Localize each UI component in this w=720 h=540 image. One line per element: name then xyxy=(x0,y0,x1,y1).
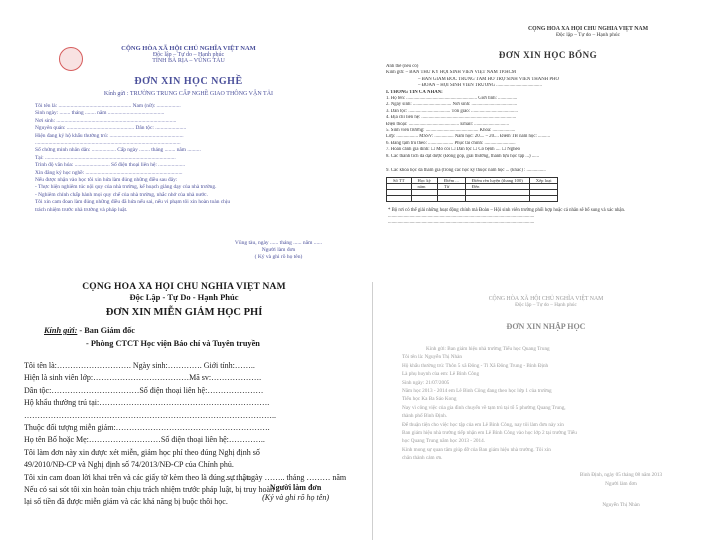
doc3-recipient xyxy=(0,324,368,350)
form-line: Xin đăng ký học nghề: ........................................................................ xyxy=(35,169,183,176)
form-line: Sinh ngày: 21/07/2005 xyxy=(402,379,450,386)
form-line: Nếu được nhận vào học tôi xin hứa làm đúng những điều sau đây: xyxy=(35,177,178,184)
doc2-photo-note: Ảnh thẻ (nếu có) xyxy=(386,64,419,69)
form-line: Để thuận tiện cho việc học tập của em Lê Bình Công, nay tôi làm đơn này xin xyxy=(402,421,564,428)
doc3-national-header: CỘNG HÒA XÃ HỘI CHỦ NGHĨA VIỆT NAM xyxy=(82,282,286,292)
form-line: .......................................................................................................................... xyxy=(388,220,535,226)
doc3-sign-note: (Ký và ghi rõ họ tên) xyxy=(262,493,329,502)
form-line: Nếu có sai sót tôi xin hoàn toàn chịu trách nhiệm trước pháp luật, bị truy hoàn xyxy=(24,485,275,495)
form-line: Hiện là sinh viên lớp:………………………………Mã sv:………………. xyxy=(24,373,262,383)
form-line: 4. Địa chỉ liên hệ: ............................................................................... xyxy=(386,115,517,121)
doc2-grades-table xyxy=(386,177,558,202)
form-line: Tôi xin cam đoan lời khai trên và các giấy tờ kèm theo là đúng sự thật. xyxy=(24,472,251,482)
doc1-motto: Độc lập – Tự do – Hạnh phúc xyxy=(152,52,225,58)
form-line: Tôi xin cam đoan làm đúng những điều đã hứa nếu sai, nếu vi phạm tôi xin hoàn toàn chịu xyxy=(35,199,231,206)
form-line: Tôi làm đơn này xin được xét miễn, giảm học phí theo đúng Nghị định số xyxy=(24,447,260,457)
form-line: .......................................................................................................................... xyxy=(388,213,535,219)
doc3-motto: Độc Lập - Tự Do - Hạnh Phúc xyxy=(129,292,239,302)
doc1-recipient: Kính gửi : TRƯỜNG TRUNG CẤP NGHỀ GIAO THÔNG VẬN TẢI xyxy=(103,91,274,97)
form-line: Họ tên Bố hoặc Mẹ:………………………Số điện thoại liên hệ:………….. xyxy=(24,435,265,445)
table-header-cell: Học kỳ xyxy=(411,177,437,183)
doc2-motto: Độc lập – Tự do – Hạnh phúc xyxy=(555,32,621,38)
form-line: 2. Ngày sinh: ................................ Nơi sinh: ...................................... xyxy=(386,102,518,108)
doc2-header xyxy=(376,26,720,38)
doc4-motto: Độc lập – Tự do – Hạnh phúc xyxy=(515,302,577,308)
doc1-national-header: CỘNG HÒA XÃ HỘI CHỦ NGHĨA VIỆT NAM xyxy=(121,45,256,52)
table-row xyxy=(387,195,558,201)
doc4-signer: Người làm đơn xyxy=(605,480,637,487)
doc4-body xyxy=(372,331,720,463)
doc4-signer-name: Nguyễn Thị Nhàn xyxy=(602,501,640,508)
doc1-body xyxy=(25,97,352,214)
doc1-signature-block xyxy=(235,240,322,261)
form-line: Nơi sinh: ......................................................................................... xyxy=(35,117,177,124)
form-line: 5. Sinh viên trường: ............................................ Khoa: ................... xyxy=(386,128,516,134)
doc4-title: ĐƠN XIN NHẬP HỌC xyxy=(506,322,586,331)
form-line: học Quang Trung năm học 2013 - 2014. xyxy=(402,438,485,445)
form-line: Lớp: .................. MSSV: ................ Năm học: 20.... – 20.... Điểm TB năm học: .......... xyxy=(386,134,550,140)
form-line: 6. Đang tạm trú theo: ..................... Phục tài chính: .......................... xyxy=(386,140,516,146)
form-line: Tại: ................................................................................................. xyxy=(35,154,176,161)
doc3-date-line: ……., ngày …….. tháng ……… năm xyxy=(225,473,347,482)
form-line: Tôi tên là: Nguyễn Thị Nhàn xyxy=(402,354,462,361)
doc4-date-line: Bình Định, ngày 05 tháng 08 năm 2013 xyxy=(579,471,663,478)
tuition-exemption-application-form xyxy=(0,282,368,540)
vocational-application-form xyxy=(25,35,352,285)
form-line: Kính gửi: – BAN THƯ KÝ HỘI SINH VIÊN VIỆT NAM TP.HCM xyxy=(386,70,517,76)
doc1-sign-note: ( Ký và ghi rõ họ tên) xyxy=(254,254,303,260)
form-line: Nay vì công việc của gia đình chuyển về tạm trú tại tổ 5 phường Quang Trung, xyxy=(402,404,566,411)
form-line: 7. Hoàn cảnh gia đình: ☐ Mồ côi ☐ Dân tộc ☐ Có bệnh .... ☐ Nghèo xyxy=(386,147,521,153)
form-line: – ĐOÀN – HỘI SINH VIÊN TRƯỜNG ...................................... xyxy=(418,83,542,89)
form-line: Tôi tên là: ...................................................... Nam (nữ): .................. xyxy=(35,103,181,109)
doc3-signature-block xyxy=(165,473,346,503)
doc4-national-header: CỘNG HÒA XÃ HỘI CHỦ NGHĨA VIỆT NAM xyxy=(488,296,604,302)
page-edge xyxy=(372,282,373,540)
table-header-cell: Số TT xyxy=(387,177,412,183)
form-line: Tiểu học Ka Ba Sáo Kong xyxy=(402,396,457,403)
form-line: 49/2010/NĐ-CP và Nghị định số 74/2013/NĐ-CP của Chính phủ. xyxy=(24,460,234,470)
form-line: – BAN GIÁM ĐỐC TRUNG TÂM HỖ TRỢ SINH VIÊN THÀNH PHỐ xyxy=(418,76,559,82)
doc1-province: TỈNH BÀ RỊA – VŨNG TÀU xyxy=(152,58,225,64)
form-line: Số chứng minh nhân dân: .................. Cấp ngày ........ tháng ........ năm .......... xyxy=(35,147,201,154)
scholarship-application-form xyxy=(376,26,720,278)
form-line: Hiện đang ký hộ khẩu thường trú: ....................................................... xyxy=(35,132,184,139)
form-line: Kính mong sự quan tâm giúp đỡ của Ban giám hiệu nhà trường. Tôi xin xyxy=(402,446,551,453)
doc4-signature-block xyxy=(372,471,720,510)
form-line: Sinh ngày: ........ tháng ........ năm .......................................... xyxy=(35,110,165,117)
form-line: 3. Dân tộc: ................................... Tôn giáo: ....................................... xyxy=(386,108,518,114)
form-line: Năm học 2013 - 2014 em Lê Bình Công đang theo học lớp 1 của trường xyxy=(402,388,552,395)
table-header-cell: Điểm rèn luyện (thang 100) xyxy=(465,177,529,183)
form-line: Điện thoại: .......................................... Email: ............................. xyxy=(386,121,509,127)
doc3-signer: Người làm đơn xyxy=(269,483,322,492)
form-line: Dân tộc:……………………………Số điện thoại liên hệ:………………… xyxy=(24,385,264,395)
form-line: 1. Họ tên: ........................................................... Giới tính: ................ xyxy=(386,96,518,102)
table-cell: năm xyxy=(411,183,437,189)
doc3-recipient-1: - Ban Giám đốc xyxy=(77,326,135,335)
doc1-title: ĐƠN XIN HỌC NGHỀ xyxy=(134,76,243,87)
form-line: ............................................................................................................ xyxy=(35,140,181,147)
form-line: - Thực hiện nghiêm túc nội quy của nhà trường, kế hoạch giảng dạy của nhà trường. xyxy=(35,184,217,191)
table-header-cell: Xếp loại xyxy=(529,177,558,183)
form-line: Ban giám hiệu nhà trường tiếp nhận em Lê Bình Công vào học lớp 2 tại trường Tiểu xyxy=(402,430,577,437)
doc2-section-heading: I. THÔNG TIN CÁ NHÂN: xyxy=(386,89,443,95)
form-line: Trình độ văn hóa: .......................... Số điện thoại liên hệ: .................... xyxy=(35,162,186,169)
form-line: - Nghiêm chỉnh chấp hành mọi quy chế của nhà trường, nhắc nhở của nhà nước. xyxy=(35,191,208,198)
table-cell: Từ xyxy=(437,183,465,189)
doc2-national-header: CỘNG HÒA XÃ HỘI CHỦ NGHĨA VIỆT NAM xyxy=(527,26,649,32)
table-cell: Đến xyxy=(465,183,529,189)
form-line: Là phụ huynh của em: Lê Bình Công xyxy=(402,371,480,378)
form-line: Hộ khẩu thường trú: Thôn 5 xã Đông - Tỉ Xã Đông Trung - Bình Định xyxy=(402,362,549,369)
form-line: trách nhiệm trước nhà trường và pháp luật. xyxy=(35,206,128,213)
doc1-signer: Người làm đơn xyxy=(261,247,296,253)
form-line: 8. Các thành tích đã đạt được (Đồng góp, giải thưởng, thành tựu học tập ...) ...... xyxy=(386,153,540,159)
red-stamp-icon xyxy=(59,47,83,71)
doc3-recipient-label: Kính gửi: xyxy=(44,326,78,335)
doc2-footnote: * Bộ rơi có thể giải những hoạt động chính mà Đoàn – Hội sinh viên trường phối hợp hoặc cá nhân sẽ bổ sung và xác nhận. xyxy=(388,207,626,213)
doc3-title: ĐƠN XIN MIỄN GIẢM HỌC PHÍ xyxy=(105,307,263,318)
form-line: Nguyên quán: .................................................. Dân tộc: ....................... xyxy=(35,125,187,132)
doc2-title: ĐƠN XIN HỌC BỔNG xyxy=(498,50,598,60)
admission-application-form xyxy=(372,282,720,540)
form-line: 9. Các khóa học đã tham gia (trong các học kỳ thuộc năm học ... (khác) : ................ xyxy=(386,168,546,174)
doc1-date-line: Vũng tàu, ngày ...... tháng ...... năm ...... xyxy=(234,240,322,246)
form-line: thành phố Bình Định. xyxy=(402,413,447,420)
doc3-recipient-2: - Phòng CTCT Học viện Báo chí và Tuyên truyền xyxy=(86,339,260,348)
form-line: Kính gửi: Ban giám hiệu nhà trường Tiểu học Quang Trung xyxy=(426,346,550,352)
form-line: Tôi tên là:………………………. Ngày sinh:…………. Giới tính:…….. xyxy=(24,361,255,370)
doc2-body xyxy=(376,60,720,175)
table-header-cell: Điểm ... xyxy=(437,177,465,183)
doc2-footer xyxy=(376,202,720,227)
form-line: Hộ khẩu thường trú tại:………………………………………………………. xyxy=(24,398,270,408)
form-line: chân thành cảm ơn. xyxy=(402,455,443,462)
form-line: lại số tiền đã được miễn giảm và các khả năng bị buộc thôi học. xyxy=(24,497,228,507)
form-line: ………………………………………………………………………………….. xyxy=(24,410,276,420)
form-line: Thuộc đối tượng miễn giảm:…………………………………………………. xyxy=(24,423,270,433)
